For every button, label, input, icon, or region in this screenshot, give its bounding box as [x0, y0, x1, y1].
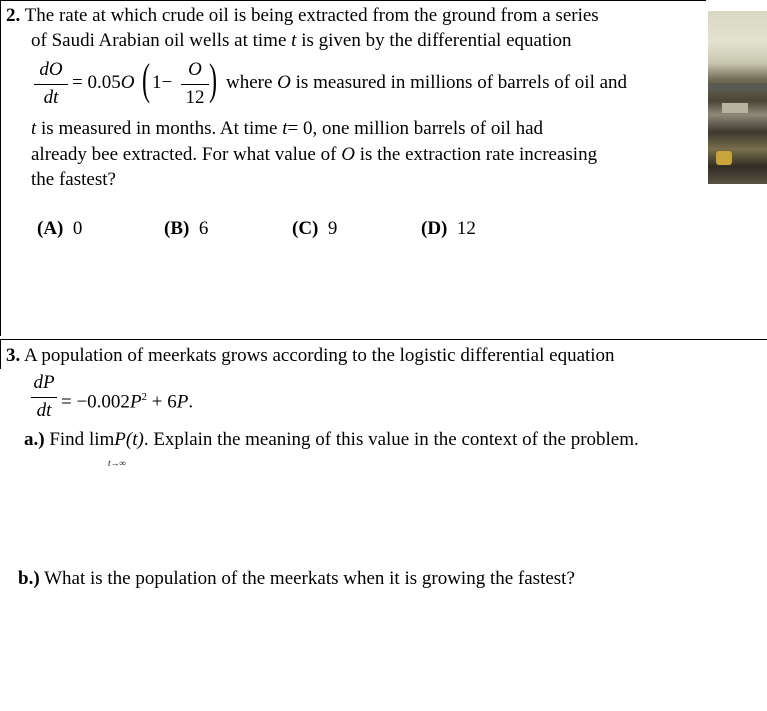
q2-line6: the fastest?: [31, 169, 116, 190]
q2-line5: already bee extracted. For what value of O is the extraction rate increasing: [31, 144, 598, 165]
q2-line1: 2. The rate at which crude oil is being extracted from the ground from a series: [6, 5, 599, 26]
choice-c[interactable]: (C) 9: [292, 218, 338, 239]
q2-left-border: [0, 0, 1, 336]
choice-a[interactable]: (A) 0: [37, 218, 83, 239]
q3-number: 3.: [6, 345, 21, 366]
q2-eq-where: where O is measured in millions of barrels of oil and: [226, 72, 628, 93]
choice-d[interactable]: (D) 12: [421, 218, 476, 239]
q2-eq-one-minus: 1−: [152, 72, 173, 93]
q3-part-a: a.) Find limP(t). Explain the meaning of this value in the context of the problem.: [24, 429, 639, 450]
q2-eq-inner-fraction: O 12: [181, 57, 209, 111]
q3-eq-rhs: = $-0.002P^2 + 6P$.: [61, 391, 194, 413]
q2-line4: t is measured in months. At time t= 0, one million barrels of oil had: [31, 118, 544, 139]
q3-lim-subscript: t→∞: [108, 458, 126, 468]
q3-left-border: [0, 339, 1, 369]
q3-eq-fraction: dP dt: [31, 370, 57, 424]
oil-field-photo: [708, 11, 767, 184]
q3-part-b: b.) What is the population of the meerkats when it is growing the fastest?: [18, 568, 575, 589]
q2-line2: of Saudi Arabian oil wells at time t is given by the differential equation: [31, 30, 572, 51]
q2-eq-mid: = 0.05O: [72, 72, 135, 93]
section-divider: [0, 339, 767, 340]
q2-top-border: [0, 0, 706, 1]
q2-eq-right-paren: ): [209, 55, 218, 104]
q2-eq-lhs-fraction: dO dt: [34, 57, 68, 111]
choice-b[interactable]: (B) 6: [164, 218, 209, 239]
q3-line1: 3. A population of meerkats grows according to the logistic differential equation: [6, 345, 615, 366]
q2-number: 2.: [6, 5, 21, 26]
q2-eq-left-paren: (: [142, 55, 151, 104]
